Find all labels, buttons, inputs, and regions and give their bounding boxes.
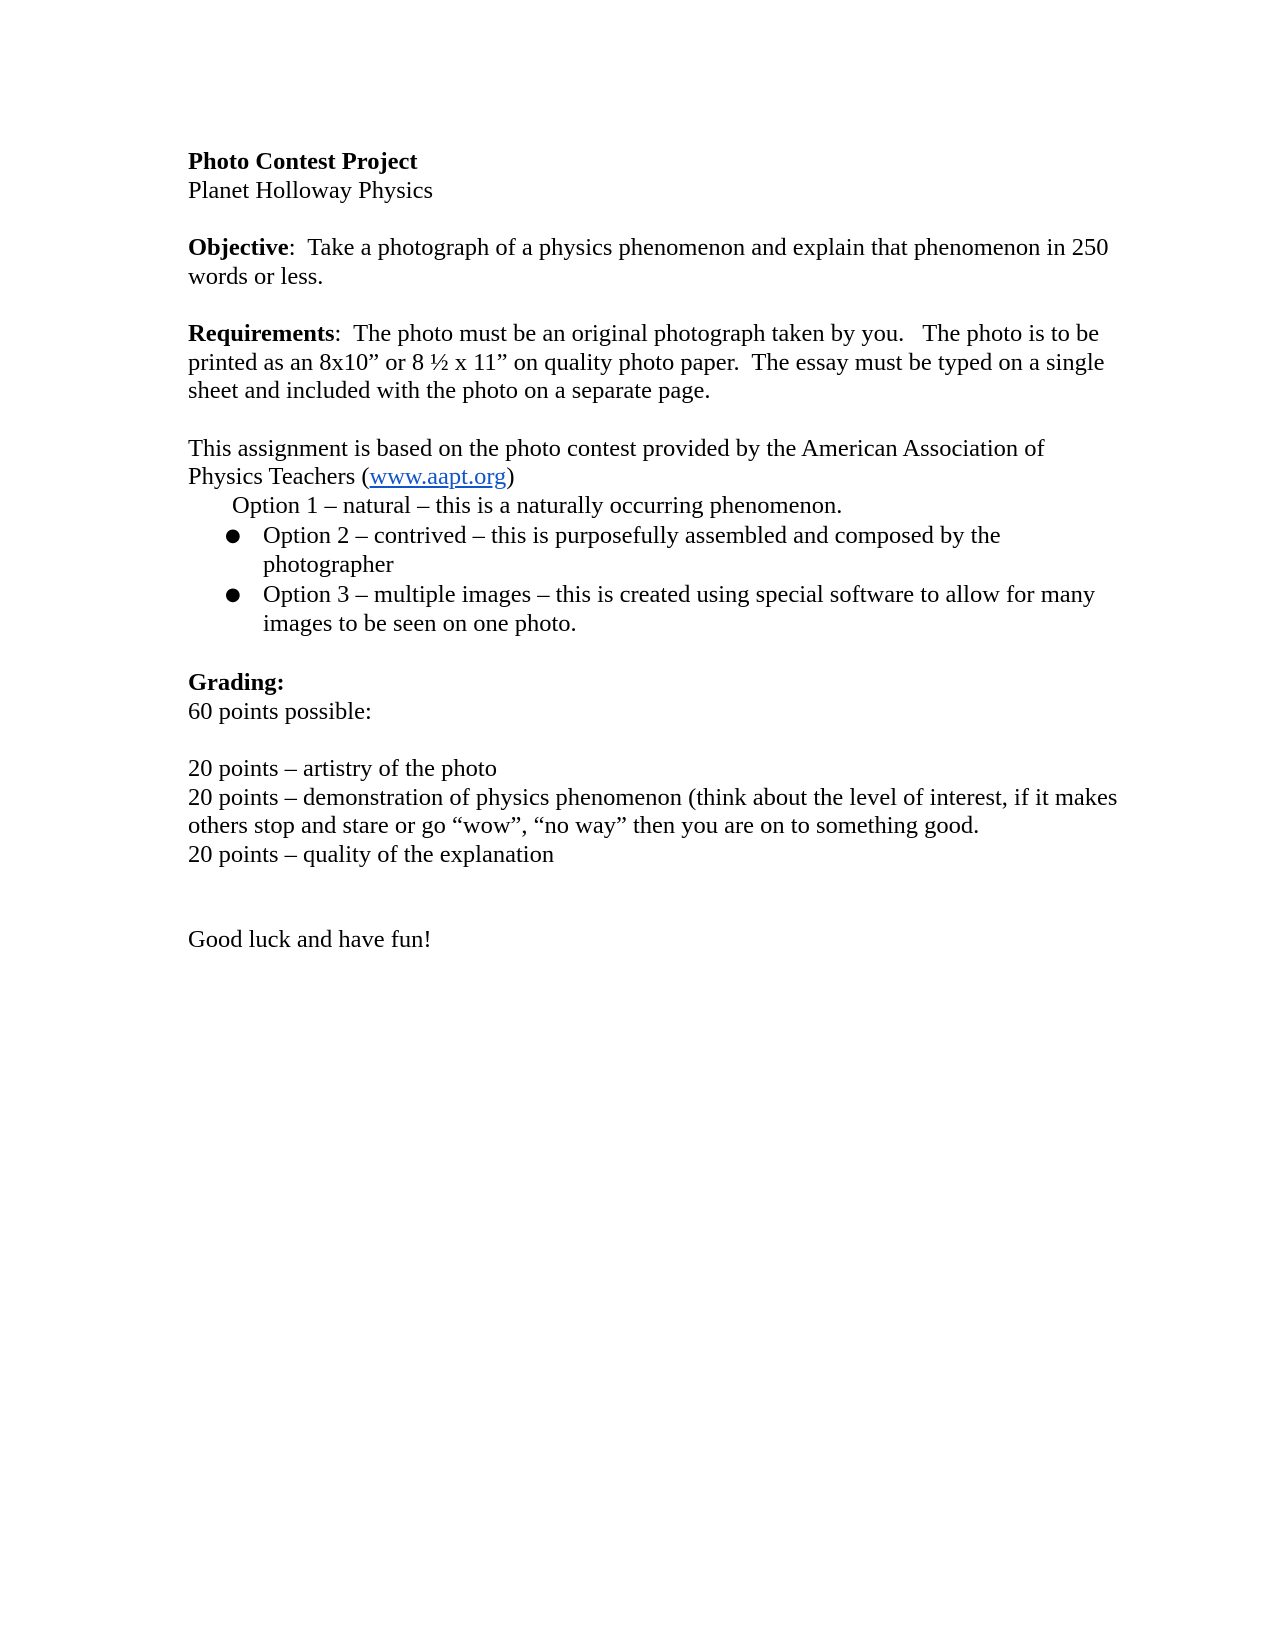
document-title: Photo Contest Project <box>188 148 418 175</box>
basis-paragraph <box>188 435 1118 492</box>
spacer <box>188 406 1118 435</box>
grading-item-explanation: 20 points – quality of the explanation <box>188 840 555 868</box>
spacer <box>188 726 1118 755</box>
list-item <box>188 581 1118 638</box>
basis-text-end: ) <box>506 463 515 490</box>
list-item <box>188 522 1118 579</box>
option-2-text: Option 2 – contrived – this is purposefully assembled and composed by the photographer <box>263 522 1001 578</box>
document-page <box>188 148 1124 955</box>
objective-label: Objective <box>188 234 289 261</box>
document-subtitle: Planet Holloway Physics <box>188 176 433 204</box>
objective-paragraph <box>188 234 1118 291</box>
grading-heading: Grading: <box>188 669 285 696</box>
spacer <box>188 869 1118 926</box>
grading-item-demonstration: 20 points – demonstration of physics phenomenon (think about the level of interest, if it makes others stop and stare or go “wow”, “no way” then you are on to something good. <box>188 783 1124 839</box>
option-3-text: Option 3 – multiple images – this is created using special software to allow for many images to be seen on one photo. <box>263 581 1096 637</box>
grading-possible: 60 points possible: <box>188 697 372 725</box>
objective-text: : Take a photograph of a physics phenomenon and explain that phenomenon in 250 words or less. <box>188 234 1115 290</box>
grading-item-artistry: 20 points – artistry of the photo <box>188 755 497 782</box>
option-1-line: Option 1 – natural – this is a naturally occurring phenomenon. <box>232 491 843 519</box>
requirements-text: : The photo must be an original photograph taken by you. The photo is to be printed as an 8x10” or 8 ½ x 11” on quality photo paper. The essay must be typed on a single sheet and included with the photo on a separate page. <box>188 320 1111 404</box>
spacer <box>188 205 1118 234</box>
requirements-label: Requirements <box>188 320 335 347</box>
spacer <box>188 640 1118 669</box>
bullet-icon: ● <box>225 584 241 605</box>
requirements-paragraph <box>188 320 1118 406</box>
bullet-icon: ● <box>225 525 241 546</box>
options-list <box>188 522 1118 638</box>
closing-line: Good luck and have fun! <box>188 926 432 953</box>
aapt-link[interactable]: www.aapt.org <box>369 463 507 490</box>
basis-text: This assignment is based on the photo contest provided by the American Association of Physics Teachers ( <box>188 434 1051 490</box>
spacer <box>188 291 1118 320</box>
